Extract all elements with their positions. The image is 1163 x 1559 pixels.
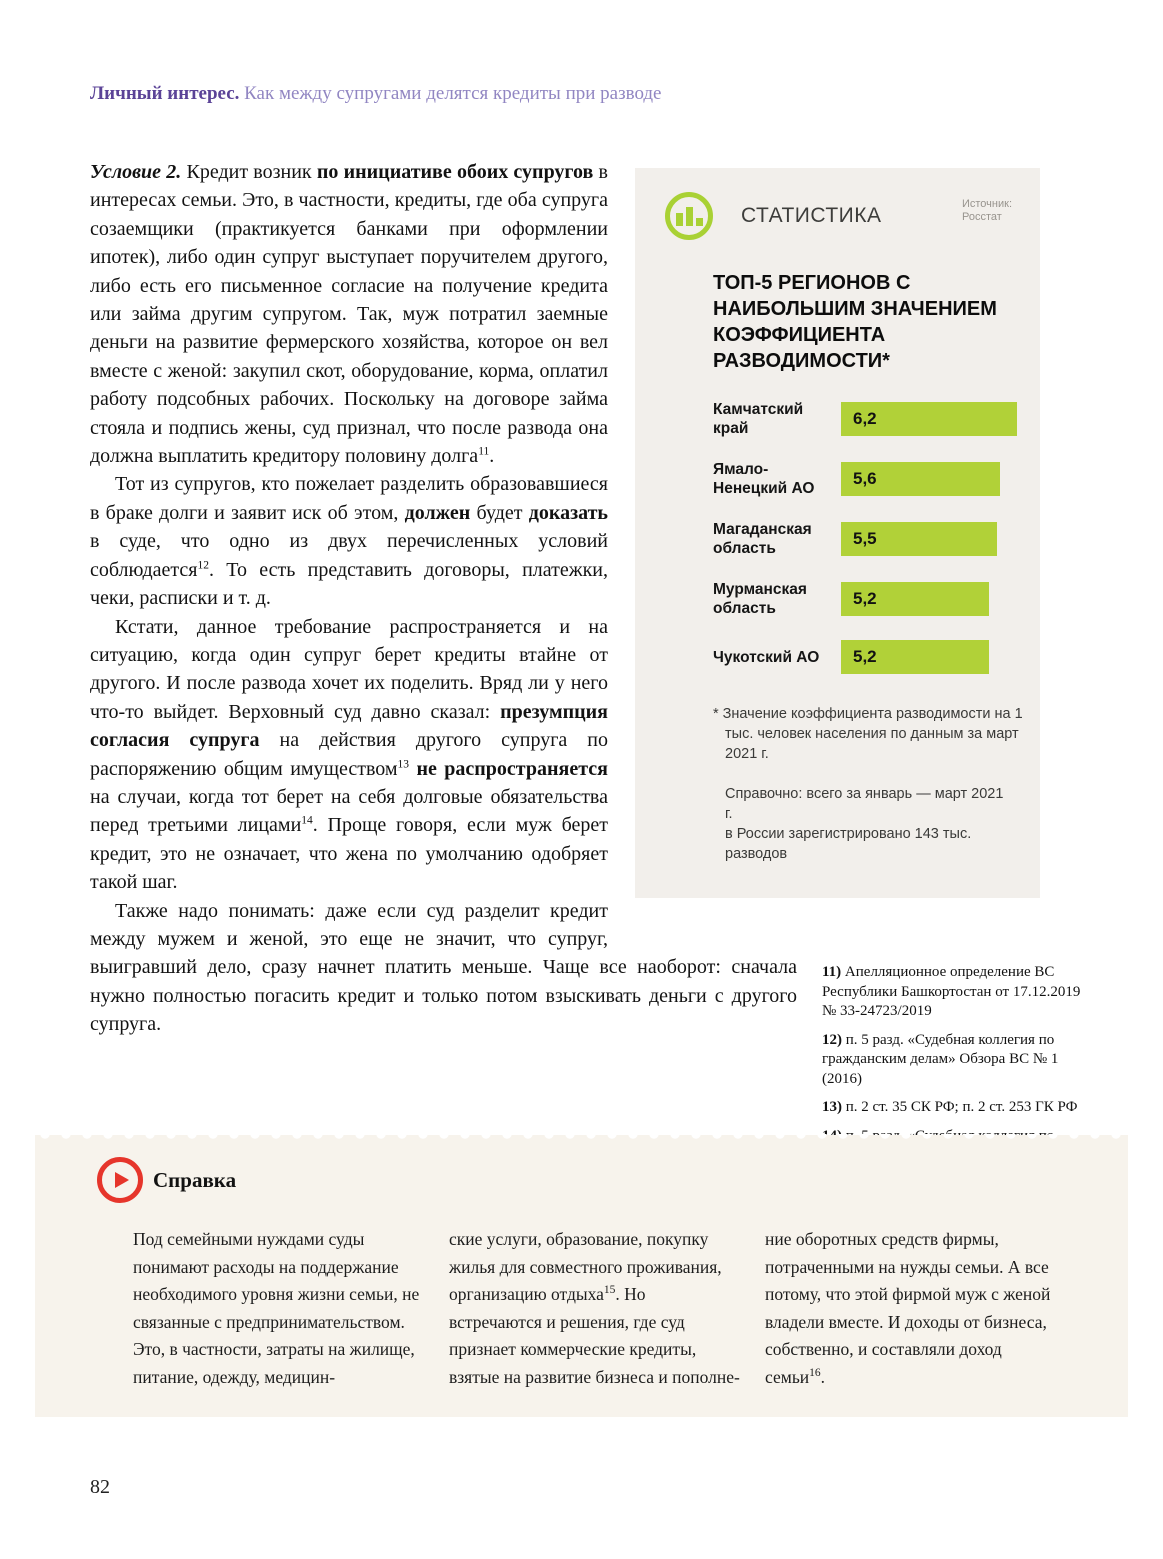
bar-row [713, 580, 1012, 618]
page-header [90, 82, 1080, 106]
bar-track [841, 402, 1017, 436]
bar [841, 402, 1017, 436]
bar-chart-icon-bar [686, 207, 693, 226]
bar-track [841, 582, 1017, 616]
play-icon [97, 1157, 143, 1203]
bar-value: 5,6 [853, 468, 877, 488]
bar-row [713, 520, 1012, 558]
footnote-marker: 13 [397, 757, 410, 770]
bar-chart-icon-bar [696, 218, 703, 226]
bar-value: 5,2 [853, 646, 877, 666]
bar-track [841, 640, 1017, 674]
article-body [90, 158, 1090, 1194]
bar-chart-icon-bar [676, 213, 683, 226]
paragraph: Условие 2. Кредит возник по инициативе обоих супругов в интересах семьи. Это, в частности, кредиты, где оба супруга созаемщики (практикуется банками при оформлении ипотек), либо один супруг выступает поручителем другого, либо есть его письменное согласие на получение кредита или займа другим супругом. Так, муж потратил заемные деньги на развитие фермерского хозяйства, которое он вел вместе с женой: закупил скот, оборудование, корма, оплатил работу подсобных рабочих. Поскольку на договоре займа стояла и подпись жены, суд признал, что после развода она должна выплатить кредитору половину долга$^{11}$. [90, 161, 608, 468]
footnote-item [822, 1098, 1090, 1118]
bar-category-label: Мурманская область [713, 581, 807, 617]
stats-heading: СТАТИСТИКА [741, 203, 882, 227]
bar-value: 5,5 [853, 528, 877, 548]
rubric-title: Личный интерес. [90, 83, 240, 104]
bar [841, 462, 1000, 496]
bar-chart [713, 400, 1012, 674]
play-icon-triangle [115, 1172, 129, 1188]
paragraph: Также надо понимать: даже если суд разделит кредит между мужем и женой, это еще не значит, что супруг, выигравший дело, сразу начнет платить меньше. Чаще все наоборот: сначала нужно полностью погасить кредит и только потом взыскивать деньги с другого супруга. [90, 899, 797, 1036]
spravka-column: ние оборотных средств фирмы, потраченными на нужды семьи. А все потому, что этой фирмой муж с женой владели вместе. И доходы от бизнеса, собственно, и составляли доход семьи$^{16}$. [765, 1229, 1051, 1387]
bar [841, 522, 997, 556]
bar-chart-icon [665, 192, 713, 240]
page-number: 82 [90, 1476, 110, 1498]
spravka-title: Справка [153, 1167, 237, 1192]
footnote-number: 12) [822, 1031, 842, 1048]
footnote-number: 13) [822, 1099, 842, 1115]
bar-row [713, 640, 1012, 674]
paragraph-lead: Условие 2. [90, 161, 182, 183]
footnote-marker: 11 [478, 445, 490, 458]
bar-row [713, 400, 1012, 438]
bar-track [841, 462, 1017, 496]
bar-category-label: Чукотский АО [713, 648, 820, 666]
bar-value: 6,2 [853, 408, 877, 428]
footnote-marker: 16 [809, 1366, 821, 1379]
bar-category-label: Магаданская область [713, 521, 812, 557]
footnote-marker: 15 [603, 1284, 616, 1297]
chart-title: ТОП-5 РЕГИОНОВ С НАИБОЛЬШИМ ЗНАЧЕНИЕМ КОЭФФИЦИЕНТА РАЗВОДИМОСТИ* [713, 272, 997, 372]
footnote-marker: 14 [301, 814, 313, 827]
bar [841, 582, 989, 616]
statistics-panel [635, 168, 1040, 898]
bar-row [713, 460, 1012, 498]
statistics-header [665, 192, 1012, 240]
footnote-text: п. 2 ст. 35 СК РФ; п. 2 ст. 253 ГК РФ [842, 1099, 1078, 1115]
stats-source-line: Росстат [961, 211, 1002, 223]
spravka-columns [97, 1226, 1070, 1391]
stats-source-line: Источник: [961, 198, 1012, 210]
bar-value: 5,2 [853, 588, 877, 608]
spravka-column: Под семейными нуждами суды понимают расходы на поддержание необходимого уровня жизни семьи, не связанные с предпринимательством. Это, в частности, затраты на жилище, питание, одежду, медицин- [133, 1229, 420, 1387]
chart-reference [713, 784, 1012, 864]
footnote-item [822, 963, 1090, 1022]
spravka-column: ские услуги, образование, покупку жилья для совместного проживания, организацию отдыха$^{15}$. Но встречаются и решения, где суд признает коммерческие кредиты, взятые на развитие бизнеса и пополне- [449, 1229, 740, 1387]
chart-footnote: * Значение коэффициента разводимости на 1 тыс. человек населения по данным за март 2021 г. [713, 706, 1023, 762]
chart-reference-line: в России зарегистрировано 143 тыс. разводов [725, 826, 972, 862]
footnote-item [822, 1031, 1090, 1090]
footnote-text: п. 5 разд. «Судебная коллегия по гражданским делам» Обзора ВС № 1 (2016) [822, 1031, 1059, 1087]
chart-reference-line: Справочно: всего за январь — март 2021 г. [725, 786, 1004, 822]
bar [841, 640, 989, 674]
paragraph: Тот из супругов, кто пожелает разделить образовавшиеся в браке долги и заявит иск об этом, должен будет доказать в суде, что одно из двух перечисленных условий соблюдается$^{12}$. То есть представить договоры, платежки, чеки, расписки и т. д. [90, 473, 609, 610]
article-subtitle: Как между супругами делятся кредиты при разводе [239, 83, 662, 104]
bar-track [841, 522, 1017, 556]
spravka-header [97, 1157, 1070, 1203]
footnote-marker: 12 [197, 559, 209, 572]
bar-category-label: Камчатский край [713, 401, 804, 437]
spravka-box [35, 1135, 1128, 1417]
bar-category-label: Ямало-Ненецкий АО [713, 461, 815, 497]
stats-source [962, 198, 1012, 224]
footnote-number: 11) [822, 964, 842, 980]
footnote-text: Апелляционное определение ВС Республики Башкортостан от 17.12.2019 № 33-24723/2019 [822, 964, 1081, 1019]
paragraph: Кстати, данное требование распространяется и на ситуацию, когда один супруг берет кредиты втайне от другого. И после развода хочет их поделить. Вряд ли у него что-то выйдет. Верховный суд давно сказал: презумпция согласия супруга на действия другого супруга по распоряжению общим имуществом$^{13}$ не распространяется на случаи, когда тот берет на себя долговые обязательства перед третьими лицами$^{14}$. Проще говоря, если муж берет кредит, это не означает, что жена по умолчанию одобряет такой шаг. [90, 615, 609, 894]
